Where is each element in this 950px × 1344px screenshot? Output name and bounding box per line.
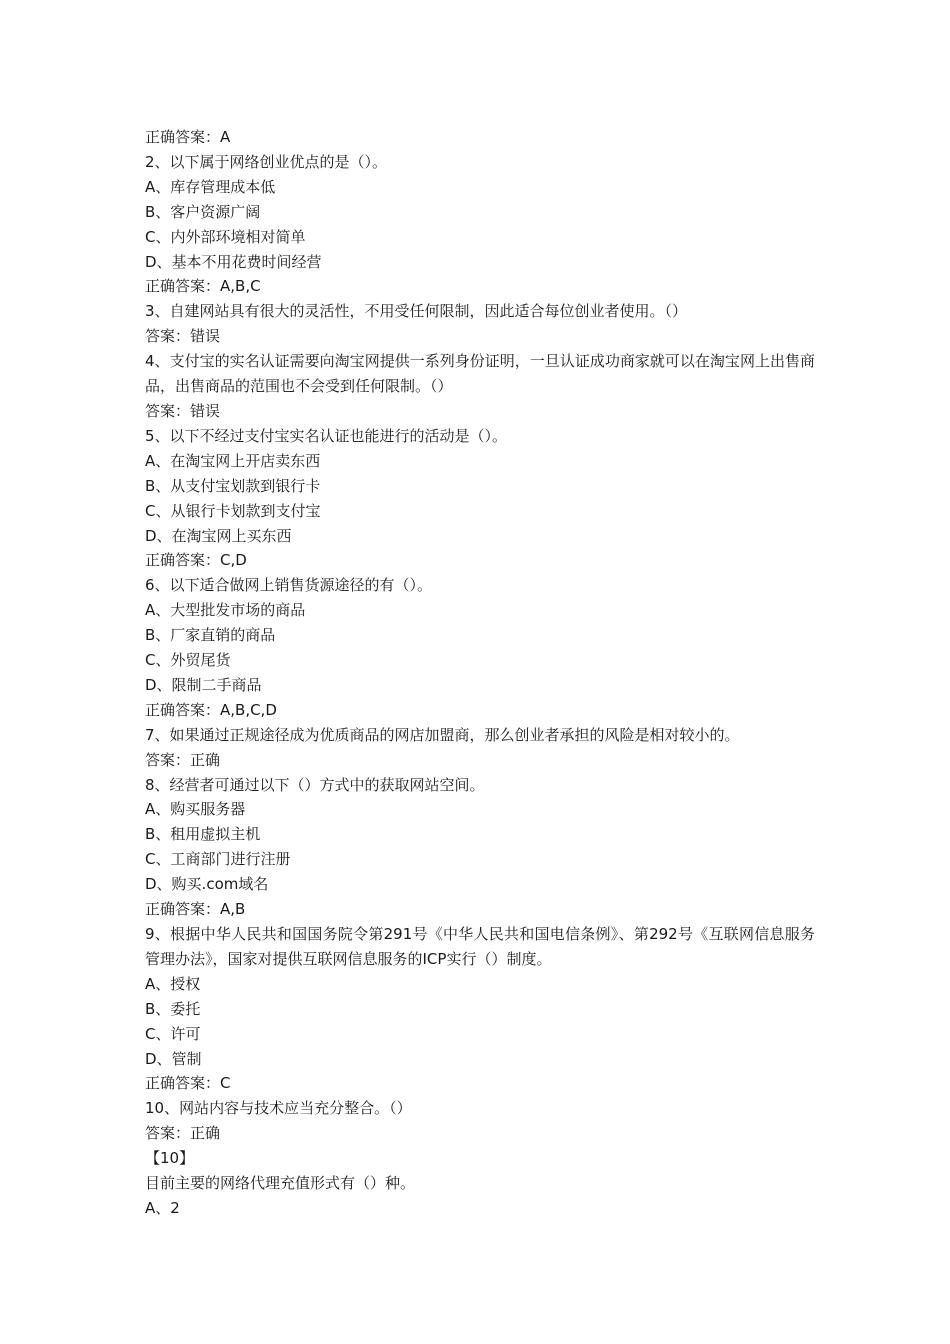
answer-line: 答案：错误 <box>145 327 221 346</box>
option-line: C、从银行卡划款到支付宝 <box>145 501 321 520</box>
option-line: B、租用虚拟主机 <box>145 825 261 844</box>
document-body <box>145 125 815 1221</box>
option-line: D、基本不用花费时间经营 <box>145 252 322 271</box>
option-line: C、许可 <box>145 1024 201 1043</box>
answer-line: 答案：正确 <box>145 1124 221 1143</box>
question-8: 8、经营者可通过以下（）方式中的获取网站空间。 <box>145 775 485 794</box>
answer-line: 正确答案：A,B,C <box>145 277 261 296</box>
option-line: B、委托 <box>145 999 201 1018</box>
answer-line: 正确答案：A,B,C,D <box>145 700 277 719</box>
option-line: B、厂家直销的商品 <box>145 626 276 645</box>
option-line: D、管制 <box>145 1049 202 1068</box>
option-line: C、外贸尾货 <box>145 651 231 670</box>
question-2: 2、以下属于网络创业优点的是（）。 <box>145 152 388 171</box>
option-line: D、限制二手商品 <box>145 675 262 694</box>
question-9: 9、根据中华人民共和国国务院令第291号《中华人民共和国电信条例》、第292号《互联网信息服务管理办法》，国家对提供互联网信息服务的ICP实行（）制度。 <box>145 925 815 968</box>
answer-line: 正确答案：A <box>145 128 231 146</box>
question-7: 7、如果通过正规途径成为优质商品的网店加盟商，那么创业者承担的风险是相对较小的。 <box>145 725 740 744</box>
section-heading: 【10】 <box>145 1149 195 1168</box>
question-3: 3、自建网站具有很大的灵活性，不用受任何限制，因此适合每位创业者使用。（） <box>145 302 688 321</box>
option-line: C、工商部门进行注册 <box>145 850 291 869</box>
question-4: 4、支付宝的实名认证需要向淘宝网提供一系列身份证明，一旦认证成功商家就可以在淘宝网上出售商品，出售商品的范围也不会受到任何限制。（） <box>145 352 815 396</box>
option-line: A、购买服务器 <box>145 800 246 819</box>
answer-line: 答案：正确 <box>145 750 221 769</box>
answer-line: 答案：错误 <box>145 401 221 420</box>
option-line: D、购买.com域名 <box>145 875 269 894</box>
question-10: 10、网站内容与技术应当充分整合。（） <box>145 1099 412 1118</box>
option-line: B、从支付宝划款到银行卡 <box>145 476 321 495</box>
option-line: A、在淘宝网上开店卖东西 <box>145 451 321 470</box>
option-line: A、授权 <box>145 974 201 993</box>
option-line: A、库存管理成本低 <box>145 177 276 196</box>
answer-line: 正确答案：C <box>145 1074 231 1093</box>
answer-line: 正确答案：C,D <box>145 551 247 570</box>
question-5: 5、以下不经过支付宝实名认证也能进行的活动是（）。 <box>145 426 508 445</box>
option-line: A、2 <box>145 1198 180 1217</box>
option-line: C、内外部环境相对简单 <box>145 227 306 246</box>
option-line: D、在淘宝网上买东西 <box>145 526 292 545</box>
answer-line: 正确答案：A,B <box>145 900 246 919</box>
option-line: B、客户资源广阔 <box>145 202 261 221</box>
question-line: 目前主要的网络代理充值形式有（）种。 <box>145 1174 416 1193</box>
question-6: 6、以下适合做网上销售货源途径的有（）。 <box>145 576 433 595</box>
option-line: A、大型批发市场的商品 <box>145 601 306 620</box>
